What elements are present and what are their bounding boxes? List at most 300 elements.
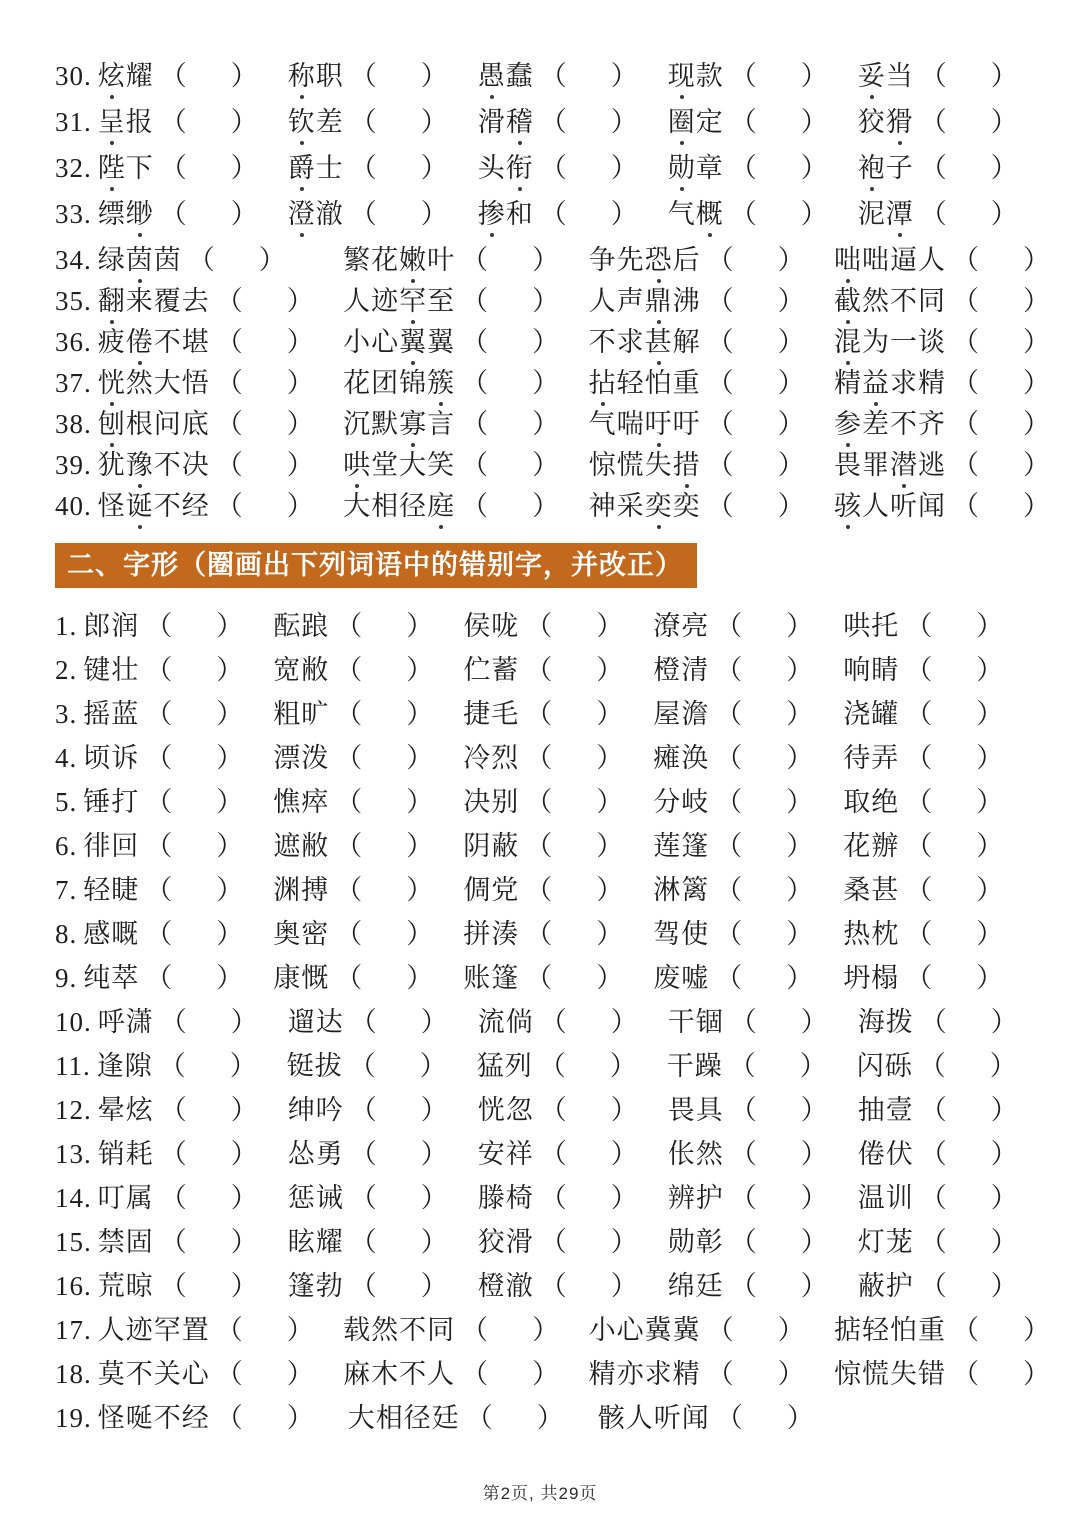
answer-blank <box>919 1052 1017 1081</box>
word-item <box>653 920 843 949</box>
character: 罐 <box>871 699 900 729</box>
character: 不 <box>399 1315 428 1345</box>
word-text <box>478 1184 534 1213</box>
word-item <box>668 154 858 183</box>
paren-open: （ <box>349 153 377 183</box>
annotated-character: 稽 <box>505 107 534 137</box>
character: 精 <box>672 1359 701 1389</box>
character: 争 <box>588 245 617 275</box>
annotated-character: 措 <box>672 450 701 480</box>
character: 澈 <box>505 1271 534 1301</box>
character: 辦 <box>871 831 900 861</box>
word-item <box>858 62 1018 91</box>
character: 睫 <box>111 875 140 905</box>
paren-open: （ <box>715 1403 743 1433</box>
character: 载 <box>343 1315 372 1345</box>
word-text <box>477 1052 533 1081</box>
character: 勇 <box>315 1139 344 1169</box>
word-item <box>288 62 478 91</box>
character: 宽 <box>273 655 302 685</box>
character: 滕 <box>477 1183 506 1213</box>
paren-close: ） <box>532 327 560 357</box>
answer-blank <box>335 700 433 729</box>
row-number: 31. <box>55 107 92 137</box>
character: 潇 <box>125 1007 154 1037</box>
paren-open: （ <box>349 1007 377 1037</box>
row-number: 4. <box>55 743 78 773</box>
answer-blank <box>730 108 828 137</box>
character: 小 <box>588 1315 617 1345</box>
paren-close: ） <box>990 1271 1018 1301</box>
character: 骸 <box>597 1403 626 1433</box>
character: 不 <box>588 327 617 357</box>
paren-open: （ <box>729 1139 757 1169</box>
paren-close: ） <box>1023 491 1051 521</box>
paren-open: （ <box>905 743 933 773</box>
paren-close: ） <box>532 245 560 275</box>
word-row <box>55 154 1050 183</box>
paren-open: （ <box>145 611 173 641</box>
paren-open: （ <box>159 153 187 183</box>
word-item <box>273 700 463 729</box>
character: 错 <box>918 1359 947 1389</box>
paren-close: ） <box>406 743 434 773</box>
word-text <box>668 1140 724 1169</box>
word-text <box>273 744 329 773</box>
character: 耀 <box>315 1227 344 1257</box>
word-item <box>478 200 668 229</box>
word-text <box>598 1404 710 1433</box>
answer-blank <box>525 700 623 729</box>
answer-blank <box>540 108 638 137</box>
answer-blank <box>145 832 243 861</box>
character-form-exercise-rows <box>55 612 1050 1433</box>
word-item <box>589 410 834 439</box>
answer-blank <box>715 832 813 861</box>
character: 砾 <box>884 1051 913 1081</box>
word-item <box>463 744 653 773</box>
word-item <box>653 612 843 641</box>
paren-open: （ <box>461 327 489 357</box>
character: 经 <box>181 1403 210 1433</box>
paren-close: ） <box>777 409 805 439</box>
word-item <box>83 700 273 729</box>
paren-close: ） <box>990 1183 1018 1213</box>
word-item <box>98 1096 288 1125</box>
paren-open: （ <box>539 61 567 91</box>
paren-open: （ <box>349 199 377 229</box>
character: 敝 <box>301 831 330 861</box>
character: 畏 <box>834 450 863 480</box>
character: 慌 <box>616 450 645 480</box>
word-item <box>589 369 834 398</box>
character: 然 <box>862 286 891 316</box>
paren-close: ） <box>777 491 805 521</box>
answer-blank <box>216 328 314 357</box>
word-item <box>843 700 1003 729</box>
character: 和 <box>505 199 534 229</box>
paren-open: （ <box>159 199 187 229</box>
character: 失 <box>644 450 673 480</box>
word-text <box>98 1360 210 1389</box>
character: 荒 <box>97 1271 126 1301</box>
answer-blank <box>707 451 805 480</box>
answer-blank <box>707 410 805 439</box>
answer-blank <box>715 612 813 641</box>
character: 惩 <box>287 1183 316 1213</box>
character: 逃 <box>918 450 947 480</box>
paren-open: （ <box>145 743 173 773</box>
character: 伏 <box>885 1139 914 1169</box>
paren-close: ） <box>596 655 624 685</box>
paren-close: ） <box>230 61 258 91</box>
paren-open: （ <box>539 1095 567 1125</box>
answer-blank <box>461 369 559 398</box>
paren-close: ） <box>1023 327 1051 357</box>
paren-close: ） <box>230 1095 258 1125</box>
answer-blank <box>145 744 243 773</box>
answer-blank <box>920 108 1018 137</box>
character: 相 <box>375 1403 404 1433</box>
answer-blank <box>707 369 805 398</box>
character: 蔽 <box>491 831 520 861</box>
character: 人 <box>97 1315 126 1345</box>
character: 人 <box>862 491 891 521</box>
annotated-character: 圈 <box>667 107 696 137</box>
character: 根 <box>125 409 154 439</box>
word-item <box>653 788 843 817</box>
word-text <box>273 700 329 729</box>
word-item <box>98 1360 343 1389</box>
paren-open: （ <box>525 875 553 905</box>
paren-open: （ <box>215 368 243 398</box>
answer-blank <box>525 744 623 773</box>
word-row <box>55 108 1050 137</box>
word-item <box>858 1272 1018 1301</box>
answer-blank <box>905 964 1003 993</box>
character: 篱 <box>681 875 710 905</box>
answer-blank <box>905 656 1003 685</box>
word-text <box>98 1316 210 1345</box>
word-text <box>589 1360 701 1389</box>
paren-close: ） <box>786 1403 814 1433</box>
word-text <box>668 108 724 137</box>
character: 蔽 <box>857 1271 886 1301</box>
annotated-character: 猾 <box>885 107 914 137</box>
word-text <box>98 410 210 439</box>
paren-close: ） <box>786 963 814 993</box>
paren-close: ） <box>596 743 624 773</box>
word-item <box>98 1184 288 1213</box>
paren-open: （ <box>335 655 363 685</box>
annotated-character: 恐 <box>644 245 673 275</box>
answer-blank <box>335 656 433 685</box>
paren-open: （ <box>159 107 187 137</box>
paren-close: ） <box>1023 245 1051 275</box>
word-text <box>348 1404 460 1433</box>
answer-blank <box>539 1052 637 1081</box>
answer-blank <box>952 369 1050 398</box>
paren-open: （ <box>919 61 947 91</box>
word-item <box>653 656 843 685</box>
character: 属 <box>125 1183 154 1213</box>
paren-close: ） <box>777 1315 805 1345</box>
answer-blank <box>920 200 1018 229</box>
word-text <box>83 964 139 993</box>
answer-blank <box>188 246 286 275</box>
paren-open: （ <box>706 1359 734 1389</box>
word-text <box>834 1360 946 1389</box>
character: 耀 <box>125 61 154 91</box>
word-text <box>98 154 154 183</box>
character: 大 <box>347 1403 376 1433</box>
paren-close: ） <box>786 831 814 861</box>
answer-blank <box>160 108 258 137</box>
word-text <box>858 200 914 229</box>
row-number: 33. <box>55 199 92 229</box>
annotated-character: 豫 <box>125 450 154 480</box>
paren-close: ） <box>610 61 638 91</box>
character: 亮 <box>681 611 710 641</box>
character: 粗 <box>273 699 302 729</box>
answer-blank <box>160 1096 258 1125</box>
annotated-character: 钦 <box>287 107 316 137</box>
paren-close: ） <box>800 1007 828 1037</box>
word-item <box>834 492 1050 521</box>
character: 躁 <box>694 1051 723 1081</box>
word-item <box>843 744 1003 773</box>
paren-open: （ <box>461 286 489 316</box>
character: 喘 <box>616 409 645 439</box>
word-item <box>288 1184 478 1213</box>
paren-close: ） <box>419 1051 447 1081</box>
word-text <box>653 788 709 817</box>
answer-blank <box>350 1008 448 1037</box>
word-row <box>55 744 1050 773</box>
paren-open: （ <box>145 655 173 685</box>
word-item <box>668 62 858 91</box>
row-number: 10. <box>55 1007 92 1037</box>
word-item <box>653 700 843 729</box>
word-text <box>98 246 182 275</box>
row-number: 34. <box>55 245 92 275</box>
character: 职 <box>315 61 344 91</box>
character: 篷 <box>491 963 520 993</box>
paren-close: ） <box>406 655 434 685</box>
paren-close: ） <box>976 919 1004 949</box>
character: 湊 <box>491 919 520 949</box>
character: 犹 <box>97 450 126 480</box>
word-text <box>478 62 534 91</box>
paren-close: ） <box>1023 450 1051 480</box>
annotated-character: 倦 <box>125 327 154 357</box>
word-text <box>463 612 519 641</box>
character: 达 <box>315 1007 344 1037</box>
answer-blank <box>715 876 813 905</box>
paren-open: （ <box>952 409 980 439</box>
answer-blank <box>730 154 828 183</box>
character: 闻 <box>918 491 947 521</box>
word-item <box>288 1140 478 1169</box>
paren-close: ） <box>800 153 828 183</box>
word-text <box>98 328 210 357</box>
word-text <box>653 612 709 641</box>
answer-blank <box>335 788 433 817</box>
character: 壮 <box>111 655 140 685</box>
row-number: 32. <box>55 153 92 183</box>
word-text <box>653 744 709 773</box>
word-item <box>478 1008 668 1037</box>
answer-blank <box>216 1360 314 1389</box>
character: 键 <box>83 655 112 685</box>
paren-open: （ <box>349 1139 377 1169</box>
paren-open: （ <box>952 450 980 480</box>
annotated-character: 哄 <box>343 450 372 480</box>
paren-open: （ <box>715 655 743 685</box>
annotated-character: 潜 <box>890 450 919 480</box>
character: 猛 <box>476 1051 505 1081</box>
paren-close: ） <box>532 491 560 521</box>
word-text <box>463 832 519 861</box>
answer-blank <box>350 1184 448 1213</box>
paren-open: （ <box>461 368 489 398</box>
character: 摇 <box>83 699 112 729</box>
word-item <box>98 287 343 316</box>
word-item <box>83 832 273 861</box>
character: 潦 <box>653 611 682 641</box>
answer-blank <box>707 287 805 316</box>
annotated-character: 澄 <box>287 199 316 229</box>
answer-blank <box>461 410 559 439</box>
word-item <box>98 328 343 357</box>
paren-close: ） <box>777 286 805 316</box>
character: 弄 <box>871 743 900 773</box>
character: 士 <box>315 153 344 183</box>
word-item <box>98 369 343 398</box>
character: 哄 <box>843 611 872 641</box>
word-text <box>589 369 701 398</box>
character: 岐 <box>681 787 710 817</box>
character: 滑 <box>477 107 506 137</box>
paren-open: （ <box>919 1227 947 1257</box>
paren-close: ） <box>610 153 638 183</box>
word-item <box>273 744 463 773</box>
paren-open: （ <box>461 245 489 275</box>
paren-open: （ <box>729 1227 757 1257</box>
word-text <box>288 1096 344 1125</box>
answer-blank <box>730 1272 828 1301</box>
character: 当 <box>885 61 914 91</box>
paren-close: ） <box>230 1183 258 1213</box>
word-item <box>343 369 588 398</box>
word-text <box>834 410 946 439</box>
paren-close: ） <box>610 1007 638 1037</box>
annotated-character: 嫩 <box>399 245 428 275</box>
word-item <box>463 876 653 905</box>
word-text <box>843 920 899 949</box>
word-text <box>858 1272 914 1301</box>
character: 党 <box>491 875 520 905</box>
word-text <box>273 964 329 993</box>
character: 齐 <box>918 409 947 439</box>
paren-close: ） <box>976 743 1004 773</box>
paren-close: ） <box>420 1139 448 1169</box>
paren-close: ） <box>230 1007 258 1037</box>
word-text <box>83 700 139 729</box>
annotated-character: 拈 <box>588 368 617 398</box>
word-item <box>653 744 843 773</box>
word-row <box>55 287 1050 316</box>
character: 谈 <box>918 327 947 357</box>
word-text <box>97 1052 153 1081</box>
character: 枕 <box>871 919 900 949</box>
character: 差 <box>315 107 344 137</box>
word-item <box>98 410 343 439</box>
character: 廷 <box>431 1403 460 1433</box>
annotated-character: 炫 <box>97 61 126 91</box>
character: 踉 <box>301 611 330 641</box>
answer-blank <box>715 656 813 685</box>
character: 榻 <box>871 963 900 993</box>
character: 密 <box>301 919 330 949</box>
word-item <box>843 964 1003 993</box>
answer-blank <box>145 612 243 641</box>
word-item <box>273 788 463 817</box>
character: 怪 <box>97 491 126 521</box>
paren-open: （ <box>215 409 243 439</box>
paren-close: ） <box>990 153 1018 183</box>
row-number: 36. <box>55 327 92 357</box>
character: 热 <box>843 919 872 949</box>
paren-open: （ <box>729 199 757 229</box>
word-item <box>843 656 1003 685</box>
character: 浇 <box>843 699 872 729</box>
word-text <box>273 656 329 685</box>
paren-close: ） <box>216 655 244 685</box>
word-text <box>834 287 946 316</box>
word-item <box>834 1360 1050 1389</box>
character: 不 <box>153 491 182 521</box>
word-row <box>55 62 1050 91</box>
character: 沉 <box>343 409 372 439</box>
word-item <box>858 1184 1018 1213</box>
paren-close: ） <box>216 831 244 861</box>
word-text <box>98 1228 154 1257</box>
word-text <box>288 62 344 91</box>
word-item <box>843 612 1003 641</box>
answer-blank <box>730 1228 828 1257</box>
word-item <box>667 1052 857 1081</box>
character: 顷 <box>83 743 112 773</box>
character: 账 <box>463 963 492 993</box>
row-number: 40. <box>55 491 92 521</box>
character: 训 <box>885 1183 914 1213</box>
paren-open: （ <box>715 787 743 817</box>
paren-open: （ <box>919 1139 947 1169</box>
word-text <box>589 246 701 275</box>
character: 心 <box>616 1315 645 1345</box>
word-text <box>834 328 946 357</box>
paren-open: （ <box>952 368 980 398</box>
character: 响 <box>843 655 872 685</box>
answer-blank <box>920 1272 1018 1301</box>
character: 莫 <box>97 1359 126 1389</box>
word-text <box>343 410 455 439</box>
character: 相 <box>371 491 400 521</box>
character: 淋 <box>653 875 682 905</box>
paren-close: ） <box>990 61 1018 91</box>
character: 不 <box>399 1359 428 1389</box>
